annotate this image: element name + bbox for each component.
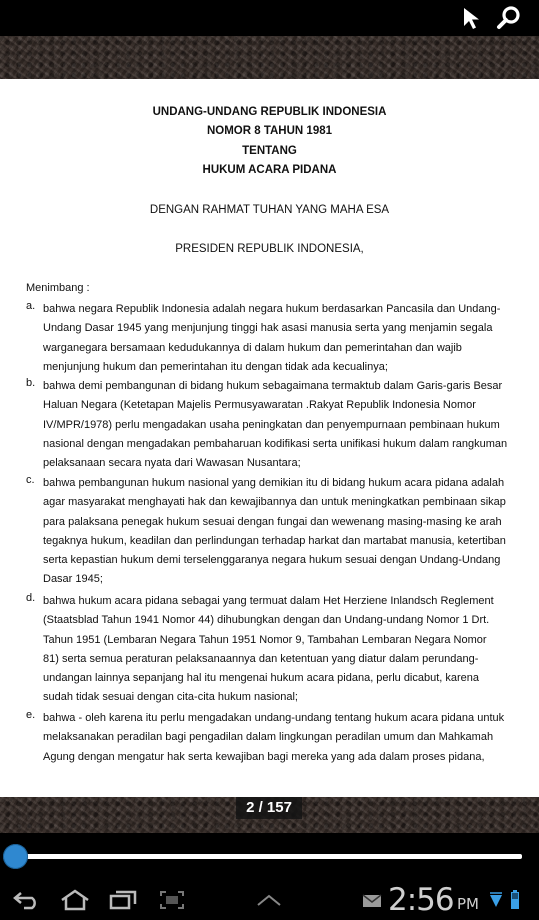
clause-line: warganegara bersamaan kedudukannya di dalam hukum dan pemerintahan dan wajib — [43, 341, 462, 354]
wifi-icon — [488, 886, 504, 914]
clock-ampm: PM — [457, 895, 479, 913]
top-action-bar — [0, 0, 539, 36]
clause-line: bahwa demi pembangunan di bidang hukum sebagaimana termaktub dalam Garis-garis Besar — [43, 380, 503, 392]
clause-label: e. — [26, 709, 36, 721]
clause-line: Undang Dasar 1945 yang menjunjung tinggi hak asasi manusia serta yang menjamin segala — [43, 322, 493, 335]
clause-line: undangan lainnya sepanjang hal itu mengenai hukum acara pidana, perlu dicabut, karena — [43, 672, 480, 685]
screenshot-icon[interactable] — [156, 886, 188, 914]
page-indicator: 2 / 157 — [236, 797, 302, 819]
clause-line: (Staatsblad Tahun 1941 Nomor 44) dihubungkan dengan dan Undang-undang Nomor 1 Drt. — [43, 614, 490, 627]
clause-line: serta kepastian hukum demi terselenggaranya negara hukum sesuai dengan Undang-Undang — [43, 554, 501, 567]
clause-line: nasional dengan mengadakan pembaharuan kodifikasi serta unifikasi hukum dalam rangkuman — [43, 437, 508, 450]
email-notification-icon[interactable] — [360, 886, 384, 914]
clause-line: sudah tidak sesuai dengan cita-cita hukum nasional; — [43, 691, 298, 704]
clause-line: para palaksana penegak hukum sesuai dengan fungai dan wewenang masing-masing ke arah — [43, 515, 502, 528]
clause-line: menjunjung hukum dan pemerintahan itu dengan tidak ada kecualinya; — [43, 360, 388, 373]
clause-label: c. — [26, 474, 35, 486]
leather-background-top — [0, 36, 539, 79]
page-slider-area — [0, 833, 539, 880]
heading-line-4: HUKUM ACARA PIDANA — [202, 164, 337, 176]
system-navigation-bar — [0, 880, 539, 920]
clause-line: bahwa - oleh karena itu perlu mengadakan undang-undang tentang hukum acara pidana untuk — [43, 712, 505, 724]
clause-line: bahwa negara Republik Indonesia adalah negara hukum berdasarkan Pancasila dan Undang- — [43, 303, 501, 315]
clause-line: Haluan Negara (Ketetapan Majelis Permusyawaratan .Rakyat Republik Indonesia Nomor — [43, 399, 476, 412]
menimbang-label: Menimbang : — [26, 282, 90, 294]
clause-line: tegaknya hukum, keadilan dan perlindungan terhadap harkat dan martabat manusia, ketertiban — [43, 534, 506, 547]
heading-line-2: NOMOR 8 TAHUN 1981 — [206, 125, 333, 137]
clause-line: bahwa hukum acara pidana sebagai yang termuat dalam Het Herziene Inlandsch Reglement — [43, 595, 494, 607]
document-page[interactable] — [0, 79, 539, 797]
battery-icon — [508, 886, 522, 914]
cursor-arrow-icon[interactable] — [458, 4, 486, 32]
clause-line: IV/MPR/1978) perlu mengadakan usaha peningkatan dan penyempurnaan pembinaan hukum — [43, 418, 500, 431]
blessing-line: DENGAN RAHMAT TUHAN YANG MAHA ESA — [149, 204, 390, 216]
clause-label: d. — [26, 592, 36, 604]
clause-label: a. — [26, 300, 36, 312]
clause-line: melaksanakan peradilan bagi pengadilan dalam lingkungan peradilan umum dan Mahkamah — [43, 731, 494, 744]
clause-line: agar masyarakat menghayati hak dan kewajibannya dan untuk meningkatkan pembinaan sikap — [43, 496, 506, 509]
recent-apps-icon[interactable] — [106, 886, 140, 914]
heading-line-1: UNDANG-UNDANG REPUBLIK INDONESIA — [152, 106, 387, 118]
clause-line: Dasar 1945; — [43, 573, 103, 586]
clause-line: 81) serta semua peraturan pelaksanaannya dan ketentuan yang diatur dalam perundang- — [43, 652, 479, 665]
heading-line-3: TENTANG — [242, 145, 297, 157]
search-icon[interactable] — [495, 4, 523, 32]
clause-line: bahwa pembangunan hukum nasional yang demikian itu di bidang hukum acara pidana adalah — [43, 477, 505, 489]
president-line: PRESIDEN REPUBLIK INDONESIA, — [175, 243, 364, 255]
clock-time: 2:56 — [388, 882, 454, 918]
back-icon[interactable] — [10, 886, 44, 914]
clause-line: Tahun 1951 (Lembaran Negara Tahun 1951 Nomor 9, Tambahan Lembaran Negara Nomor — [43, 633, 487, 646]
menu-up-icon[interactable] — [252, 886, 286, 914]
page-slider-thumb[interactable] — [3, 844, 28, 869]
home-icon[interactable] — [58, 886, 92, 914]
clause-line: Agung dengan mengatur hak serta kewajiban bagi mereka yang ada dalam proses pidana, — [43, 750, 485, 763]
page-slider-track[interactable] — [15, 854, 522, 859]
clause-line: pelaksanaan secara nyata dari Wawasan Nusantara; — [43, 457, 301, 470]
clause-label: b. — [26, 377, 36, 389]
